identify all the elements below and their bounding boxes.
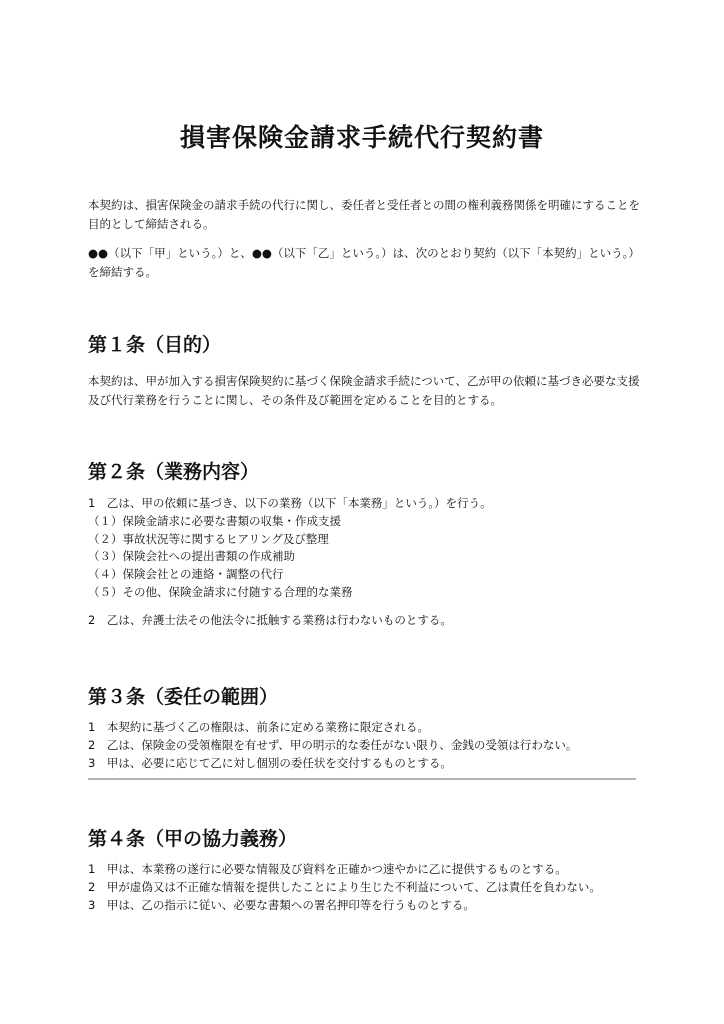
article-1-body: 本契約は、甲が加入する損害保険契約に基づく保険金請求手続について、乙が甲の依頼に基づき必要な支援及び代行業務を行うことに関し、その条件及び範囲を定めることを目的とする。	[88, 374, 640, 407]
intro-paragraph-2: ●●（以下「甲」という。）と、●●（以下「乙」という。）は、次のとおり契約（以下「本契約」という。）を締結する。	[88, 246, 640, 279]
article-3-item: 3 甲は、必要に応じて乙に対し個別の委任状を交付するものとする。	[88, 756, 452, 770]
article-2-heading: 第２条（業務内容）	[88, 461, 260, 483]
article-3-heading: 第３条（委任の範囲）	[88, 686, 279, 708]
article-2-subitem: （１）保険金請求に必要な書類の収集・作成支援	[88, 514, 341, 528]
article-4-heading: 第４条（甲の協力義務）	[88, 828, 298, 850]
article-4-item: 3 甲は、乙の指示に従い、必要な書類への署名押印等を行うものとする。	[88, 898, 475, 912]
article-4-item: 1 甲は、本業務の遂行に必要な情報及び資料を正確かつ速やかに乙に提供するものとする。	[88, 862, 567, 876]
intro-paragraph-1: 本契約は、損害保険金の請求手続の代行に関し、委任者と受任者との間の権利義務関係を明確にすることを目的として締結される。	[88, 198, 640, 231]
article-2-item: 2 乙は、弁護士法その他法令に抵触する業務は行わないものとする。	[88, 613, 452, 627]
document-title: 損害保険金請求手続代行契約書	[179, 123, 544, 152]
article-2-item: 1 乙は、甲の依頼に基づき、以下の業務（以下「本業務」という。）を行う。	[88, 496, 492, 510]
article-2-subitem: （４）保険会社との連絡・調整の代行	[88, 567, 284, 581]
article-3-item: 1 本契約に基づく乙の権限は、前条に定める業務に限定される。	[88, 720, 429, 734]
article-1-heading: 第１条（目的）	[88, 334, 222, 356]
article-2-subitem: （２）事故状況等に関するヒアリング及び整理	[88, 532, 329, 546]
article-4-item: 2 甲が虚偽又は不正確な情報を提供したことにより生じた不利益について、乙は責任を負わない。	[88, 880, 601, 894]
section-divider	[88, 778, 636, 780]
article-2-subitem: （５）その他、保険金請求に付随する合理的な業務	[88, 585, 353, 599]
article-2-subitem: （３）保険会社への提出書類の作成補助	[88, 549, 295, 563]
article-3-item: 2 乙は、保険金の受領権限を有せず、甲の明示的な委任がない限り、金銭の受領は行わない。	[88, 738, 578, 752]
